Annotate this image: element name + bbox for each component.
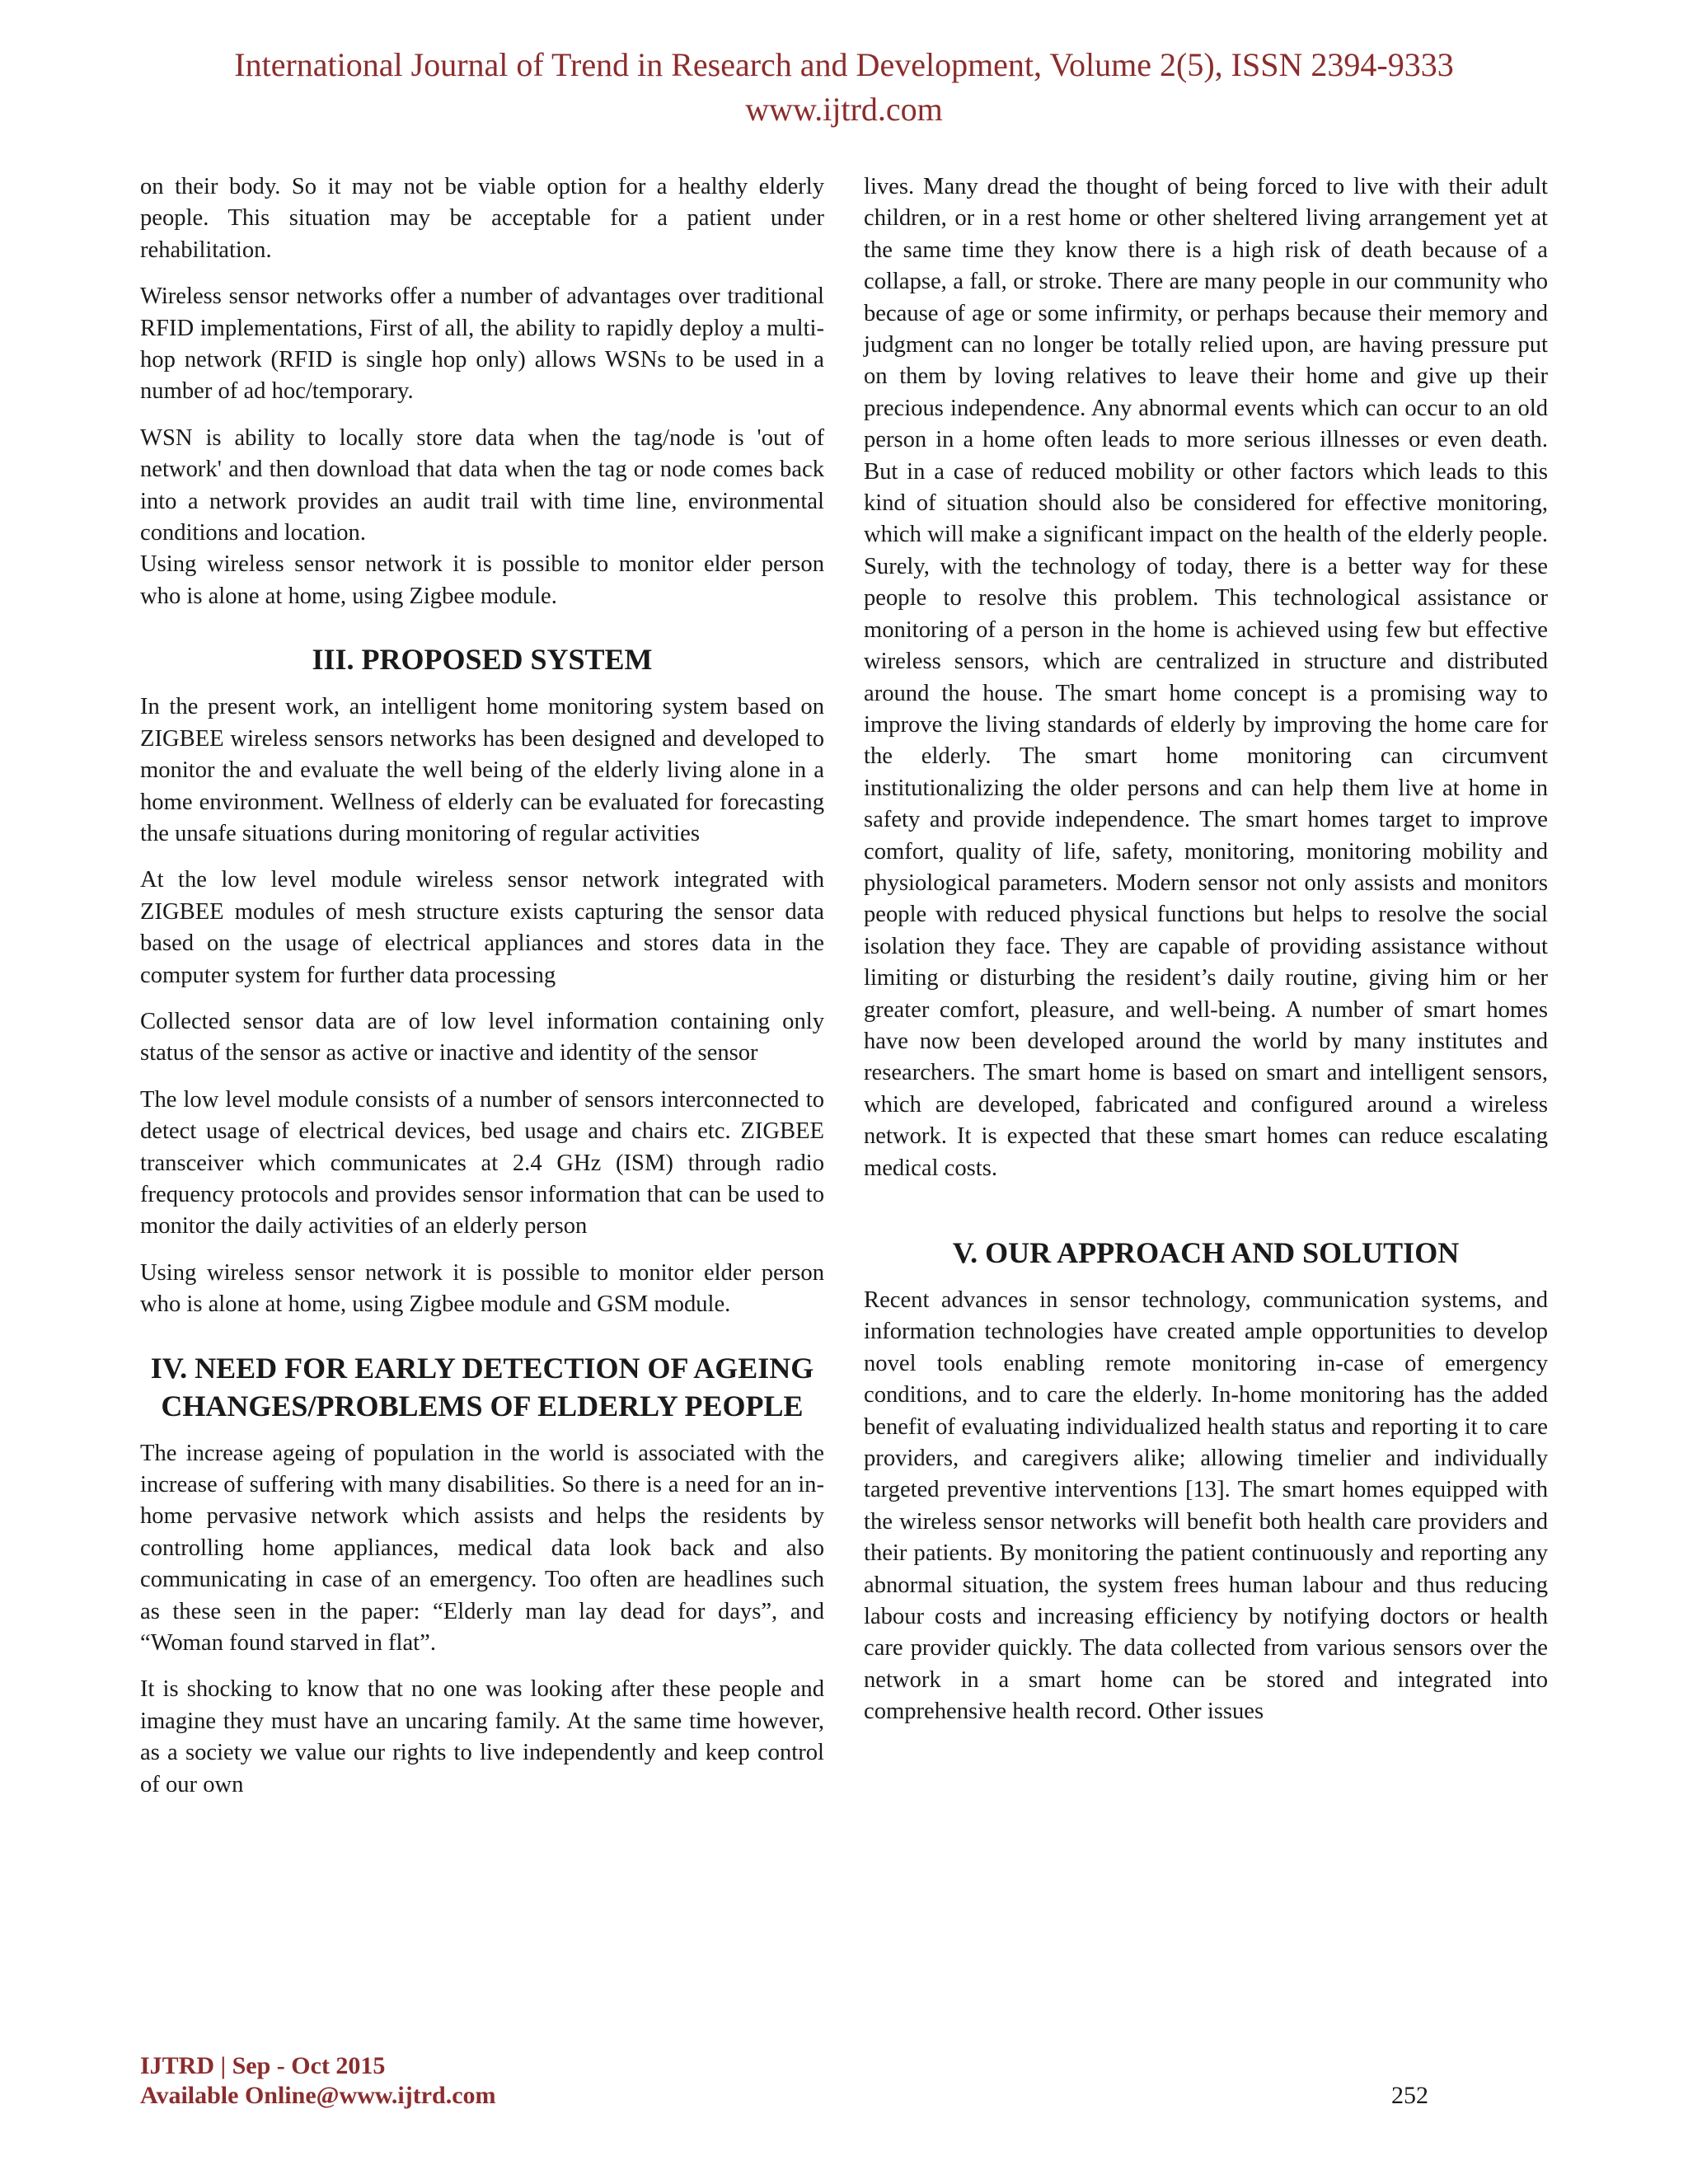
paragraph: Using wireless sensor network it is possible to monitor elder person who is alone at home, using Zigbee module. [140, 551, 824, 609]
paragraph: The low level module consists of a number of sensors interconnected to detect usage of electrical devices, bed usage and chairs etc. ZIGBEE transceiver which communicates at 2.4 GHz (ISM) through radio frequency protocols and provides sensor information that can be used to monitor the daily activities of an elderly person [140, 1086, 824, 1240]
paragraph: Wireless sensor networks offer a number of advantages over traditional RFID implementations, First of all, the ability to rapidly deploy a multi-hop network (RFID is single hop only) allows WSNs to be used in a number of ad hoc/temporary. [140, 284, 824, 405]
paragraph: lives. Many dread the thought of being forced to live with their adult children, or in a rest home or other sheltered living arrangement yet at the same time they know there is a high risk of death because of a collapse, a fall, or stroke. There are many people in our community who because of age or some infirmity, or perhaps because their memory and judgment can no longer be totally relied upon, are having pressure put on them by loving relatives to leave their home and give up their precious independence. Any abnormal events which can occur to an old person in a home often leads to more serious illnesses or even death. But in a case of reduced mobility or other factors which leads to this kind of situation should also be considered for effective monitoring, which will make a significant impact on the health of the elderly people. Surely, with the technology of today, there is a better way for these people to resolve this problem. This technological assistance or monitoring of a person in the home is achieved using few but effective wireless sensors, which are centralized in structure and distributed around the house. The smart home concept is a promising way to improve the living standards of elderly by improving the home care for the elderly. The smart home monitoring can circumvent institutionalizing the older persons and can help them live at home in safety and provide independence. The smart homes target to improve comfort, quality of life, safety, monitoring, monitoring mobility and physiological parameters. Modern sensor not only assists and monitors people with reduced physical functions but helps to resolve the social isolation they face. They are capable of providing assistance without limiting or disturbing the resident’s daily routine, giving him or her greater comfort, pleasure, and well-being. A number of smart homes have now been developed around the world by many institutes and researchers. The smart home is based on smart and intelligent sensors, which are developed, fabricated and configured around a wireless network. It is expected that these smart homes can reduce escalating medical costs. [864, 174, 1548, 1181]
journal-header [0, 43, 1688, 132]
right-column [864, 171, 1548, 1743]
footer-availability: Available Online@www.ijtrd.com [140, 2082, 496, 2109]
journal-website: www.ijtrd.com [745, 91, 943, 128]
page-footer [140, 2051, 496, 2111]
paragraph: Recent advances in sensor technology, communication systems, and information technologies have created ample opportunities to develop novel tools enabling remote monitoring in-case of emergency conditions, and to care the elderly. In-home monitoring has the added benefit of evaluating individualized health status and reporting it to care providers, and caregivers alike; allowing timelier and individually targeted preventive interventions [13]. The smart homes equipped with the wireless sensor networks will benefit both health care providers and their patients. By monitoring the patient continuously and reporting any abnormal situation, the system frees human labour and thus reducing labour costs and increasing efficiency by notifying doctors or health care provider quickly. The data collected from various sensors over the network in a smart home can be stored and integrated into comprehensive health record. Other issues [864, 1287, 1548, 1725]
paragraph: It is shocking to know that no one was looking after these people and imagine they must have an uncaring family. At the same time however, as a society we value our rights to live independently and keep control of our own [140, 1676, 824, 1797]
section-heading-proposed-system: III. PROPOSED SYSTEM [312, 643, 653, 677]
paragraph: Using wireless sensor network it is possible to monitor elder person who is alone at home, using Zigbee module and GSM module. [140, 1259, 824, 1318]
section-heading-approach-solution: V. OUR APPROACH AND SOLUTION [952, 1236, 1460, 1269]
paragraph: The increase ageing of population in the world is associated with the increase of suffering with many disabilities. So there is a need for an in-home pervasive network which assists and helps the residents by controlling home appliances, medical data look back and also communicating in case of an emergency. Too often are headlines such as these seen in the paper: “Elderly man lay dead for days”, and “Woman found starved in flat”. [140, 1440, 824, 1657]
paragraph: Collected sensor data are of low level information containing only status of the sensor as active or inactive and identity of the sensor [140, 1008, 824, 1066]
journal-title: International Journal of Trend in Research and Development, Volume 2(5), ISSN 2394-9333 [234, 46, 1454, 83]
page-number: 252 [1391, 2082, 1428, 2109]
section-heading-early-detection: IV. NEED FOR EARLY DETECTION OF AGEING CHANGES/PROBLEMS OF ELDERLY PEOPLE [150, 1351, 814, 1422]
footer-issue: IJTRD | Sep - Oct 2015 [140, 2052, 386, 2079]
left-column [140, 171, 824, 1816]
paragraph: on their body. So it may not be viable option for a healthy elderly people. This situation may be acceptable for a patient under rehabilitation. [140, 174, 824, 263]
paragraph: WSN is ability to locally store data when the tag/node is 'out of network' and then download that data when the tag or node comes back into a network provides an audit trail with time line, environmental conditions and location. [140, 424, 824, 546]
paragraph: In the present work, an intelligent home monitoring system based on ZIGBEE wireless sensors networks has been designed and developed to monitor the and evaluate the well being of the elderly living alone in a home environment. Wellness of elderly can be evaluated for forecasting the unsafe situations during monitoring of regular activities [140, 694, 824, 846]
paragraph: At the low level module wireless sensor network integrated with ZIGBEE modules of mesh structure exists capturing the sensor data based on the usage of electrical appliances and stores data in the computer system for further data processing [140, 867, 824, 988]
